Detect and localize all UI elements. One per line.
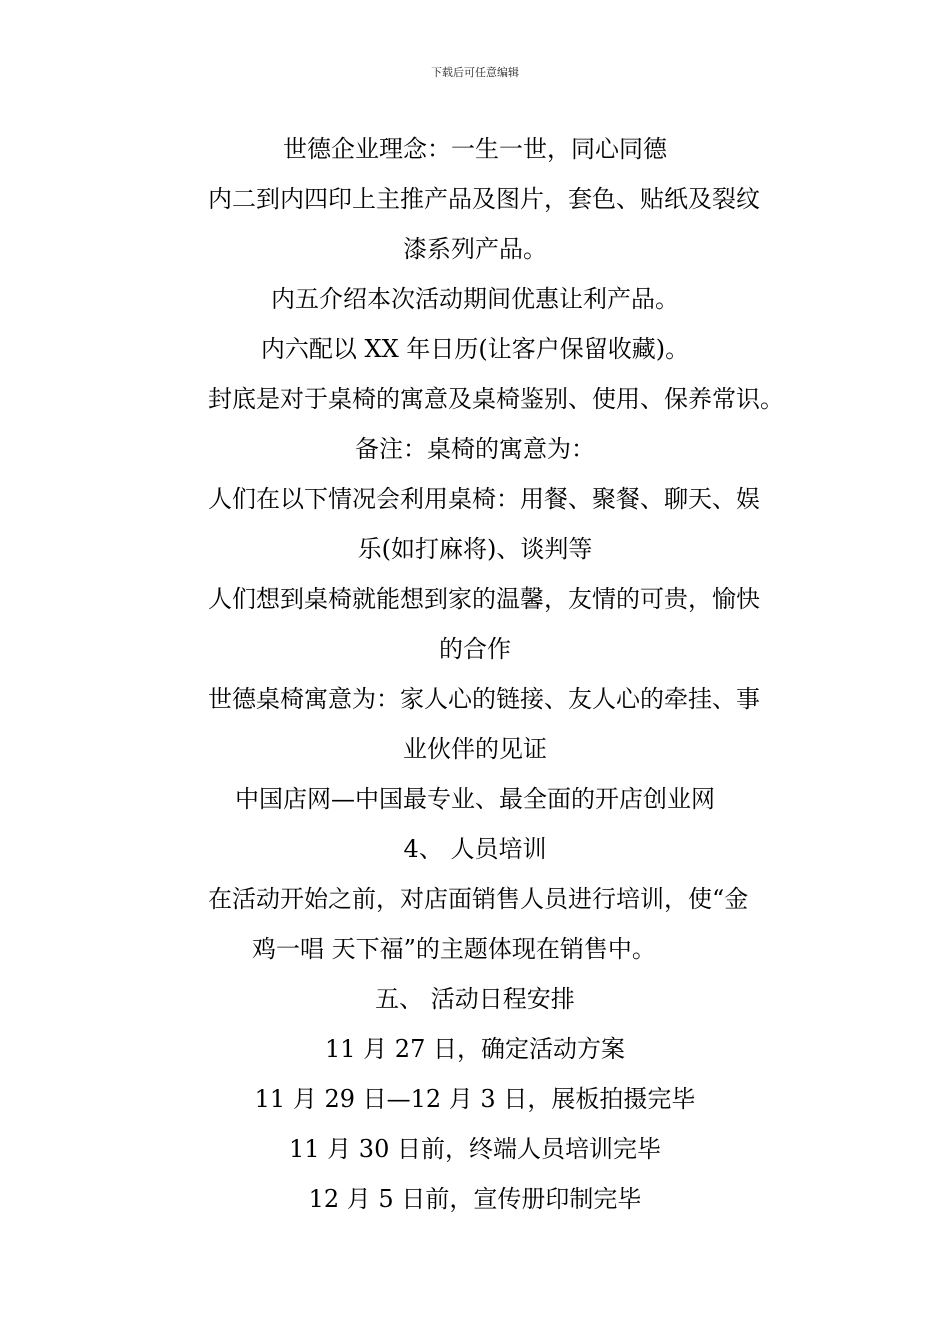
paragraph-line: 封底是对于桌椅的寓意及桌椅鉴别、使用、保养常识。 bbox=[208, 385, 784, 413]
paragraph-line: 世德桌椅寓意为：家人心的链接、友人心的牵挂、事 bbox=[208, 685, 760, 713]
paragraph-line: 人们在以下情况会利用桌椅：用餐、聚餐、聊天、娱 bbox=[208, 485, 760, 513]
paragraph-line: 中国店网—中国最专业、最全面的开店创业网 bbox=[235, 785, 715, 813]
schedule-item: 11 月 27 日，确定活动方案 bbox=[325, 1035, 625, 1063]
paragraph-line: 业伙伴的见证 bbox=[403, 735, 547, 763]
paragraph-line: 内六配以 XX 年日历(让客户保留收藏)。 bbox=[260, 335, 690, 363]
section-heading: 五、 活动日程安排 bbox=[375, 985, 575, 1013]
paragraph-line: 世德企业理念：一生一世，同心同德 bbox=[283, 135, 667, 163]
paragraph-line: 内二到内四印上主推产品及图片，套色、贴纸及裂纹 bbox=[208, 185, 760, 213]
page-header-note: 下载后可任意编辑 bbox=[431, 66, 519, 79]
paragraph-line: 备注：桌椅的寓意为： bbox=[355, 435, 595, 463]
paragraph-line: 乐(如打麻将)、谈判等 bbox=[357, 535, 593, 563]
schedule-item: 12 月 5 日前，宣传册印制完毕 bbox=[308, 1185, 642, 1213]
section-heading: 4、 人员培训 bbox=[403, 835, 547, 863]
paragraph-line: 鸡一唱 天下福”的主题体现在销售中。 bbox=[252, 935, 656, 963]
schedule-item: 11 月 30 日前，终端人员培训完毕 bbox=[289, 1135, 661, 1163]
paragraph-line: 在活动开始之前，对店面销售人员进行培训，使“金 bbox=[208, 885, 749, 913]
paragraph-line: 内五介绍本次活动期间优惠让利产品。 bbox=[271, 285, 679, 313]
document-body bbox=[150, 124, 800, 1224]
paragraph-line: 的合作 bbox=[439, 635, 511, 663]
paragraph-line: 人们想到桌椅就能想到家的温馨，友情的可贵，愉快 bbox=[208, 585, 760, 613]
paragraph-line: 漆系列产品。 bbox=[403, 235, 547, 263]
schedule-item: 11 月 29 日—12 月 3 日，展板拍摄完毕 bbox=[254, 1085, 696, 1113]
